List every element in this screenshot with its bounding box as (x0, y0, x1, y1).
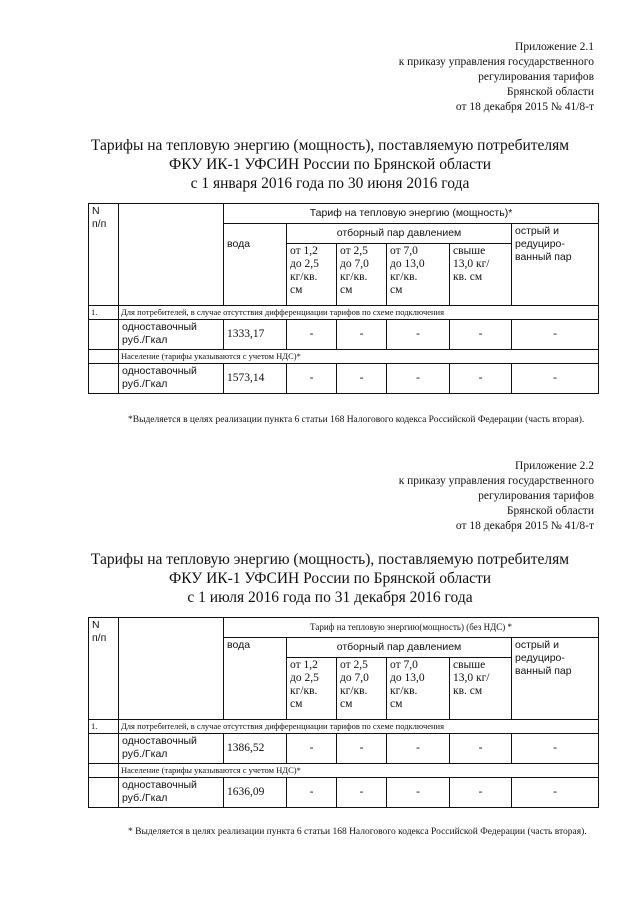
header-empty-cell (119, 618, 224, 720)
dash-cell: - (512, 364, 599, 394)
row-label-cell: одноставочный руб./Гкал (119, 778, 224, 808)
dash-cell: - (512, 734, 599, 764)
row-value-cell: 1636,09 (224, 778, 287, 808)
dash-cell: - (337, 778, 387, 808)
dash-cell: - (450, 734, 512, 764)
appendix-line: Брянской области (506, 505, 594, 517)
section-num-cell (89, 764, 119, 778)
header-pressure-cell: от 1,2 до 2,5 кг/кв. см (287, 658, 337, 720)
appendix-line: от 18 декабря 2015 № 41/8-т (455, 101, 594, 113)
dash-cell: - (387, 734, 450, 764)
header-pressure-cell: свыше 13,0 кг/ кв. см (450, 244, 512, 306)
dash-cell: - (337, 320, 387, 350)
appendix-line: к приказу управления государственного (398, 475, 594, 487)
row-value-cell: 1386,52 (224, 734, 287, 764)
appendix-block-2 (399, 459, 594, 534)
appendix-line: к приказу управления государственного (398, 56, 594, 68)
row-label-cell: одноставочный руб./Гкал (119, 734, 224, 764)
appendix-block-1 (399, 40, 594, 115)
row-label-cell: одноставочный руб./Гкал (119, 364, 224, 394)
header-pressure-cell: от 2,5 до 7,0 кг/кв. см (337, 658, 387, 720)
dash-cell: - (287, 364, 337, 394)
row-num-cell (89, 778, 119, 808)
header-pressure-cell: свыше 13,0 кг/ кв. см (450, 658, 512, 720)
dash-cell: - (287, 320, 337, 350)
title-line: с 1 января 2016 года по 30 июня 2016 года (190, 175, 470, 192)
footnote-1: *Выделяется в целях реализации пункта 6 статьи 168 Налогового кодекса Российской Федерации (часть вторая). (128, 415, 585, 425)
section-num-cell: 1. (89, 306, 119, 320)
section-text-cell: Для потребителей, в случае отсутствия дифференциации тарифов по схеме подключения (119, 720, 599, 734)
header-pressure-cell: от 7,0 до 13,0 кг/кв. см (387, 244, 450, 306)
row-num-cell (89, 364, 119, 394)
section-text-cell: Для потребителей, в случае отсутствия дифференциации тарифов по схеме подключения (119, 306, 599, 320)
title-line: с 1 июля 2016 года по 31 декабря 2016 года (187, 589, 473, 606)
row-num-cell (89, 734, 119, 764)
header-sharp-steam-cell: острый и редуциро- ванный пар (512, 638, 599, 720)
footnote-2: * Выделяется в целях реализации пункта 6 статьи 168 Налогового кодекса Российской Федерации (часть вторая). (128, 827, 587, 837)
title-line: ФКУ ИК-1 УФСИН России по Брянской области (168, 156, 492, 173)
row-value-cell: 1573,14 (224, 364, 287, 394)
row-num-cell (89, 320, 119, 350)
tariff-table-1 (88, 203, 599, 394)
row-label-cell: одноставочный руб./Гкал (119, 320, 224, 350)
header-steam-cell: отборный пар давлением (287, 224, 512, 244)
title-block-1 (60, 136, 600, 193)
appendix-line: Приложение 2.2 (515, 460, 594, 472)
appendix-line: регулирования тарифов (478, 71, 594, 83)
header-pressure-cell: от 2,5 до 7,0 кг/кв. см (337, 244, 387, 306)
dash-cell: - (387, 364, 450, 394)
appendix-line: регулирования тарифов (478, 490, 594, 502)
appendix-line: от 18 декабря 2015 № 41/8-т (455, 520, 594, 532)
title-line: Тарифы на тепловую энергию (мощность), поставляемую потребителям (90, 137, 570, 154)
header-num-cell: N п/п (89, 204, 119, 306)
header-water-cell: вода (224, 224, 287, 306)
header-empty-cell (119, 204, 224, 306)
dash-cell: - (512, 320, 599, 350)
dash-cell: - (512, 778, 599, 808)
appendix-line: Брянской области (506, 86, 594, 98)
section-num-cell (89, 350, 119, 364)
dash-cell: - (287, 734, 337, 764)
row-value-cell: 1333,17 (224, 320, 287, 350)
section-text-cell: Население (тарифы указываются с учетом НДС)* (119, 764, 599, 778)
section-text-cell: Население (тарифы указываются с учетом НДС)* (119, 350, 599, 364)
tariff-table-2 (88, 617, 599, 808)
header-water-cell: вода (224, 638, 287, 720)
dash-cell: - (337, 734, 387, 764)
dash-cell: - (450, 778, 512, 808)
header-sharp-steam-cell: острый и редуциро- ванный пар (512, 224, 599, 306)
appendix-line: Приложение 2.1 (515, 41, 594, 53)
header-pressure-cell: от 1,2 до 2,5 кг/кв. см (287, 244, 337, 306)
header-steam-cell: отборный пар давлением (287, 638, 512, 658)
dash-cell: - (450, 364, 512, 394)
dash-cell: - (287, 778, 337, 808)
header-tariff-cell: Тариф на тепловую энергию (мощность)* (224, 204, 599, 224)
dash-cell: - (450, 320, 512, 350)
dash-cell: - (337, 364, 387, 394)
title-line: ФКУ ИК-1 УФСИН России по Брянской области (168, 570, 492, 587)
header-num-cell: N п/п (89, 618, 119, 720)
title-block-2 (60, 550, 600, 607)
dash-cell: - (387, 778, 450, 808)
header-pressure-cell: от 7,0 до 13,0 кг/кв. см (387, 658, 450, 720)
dash-cell: - (387, 320, 450, 350)
section-num-cell: 1. (89, 720, 119, 734)
header-tariff-cell: Тариф на тепловую энергию(мощность) (без НДС) * (224, 618, 599, 638)
title-line: Тарифы на тепловую энергию (мощность), поставляемую потребителям (90, 551, 570, 568)
